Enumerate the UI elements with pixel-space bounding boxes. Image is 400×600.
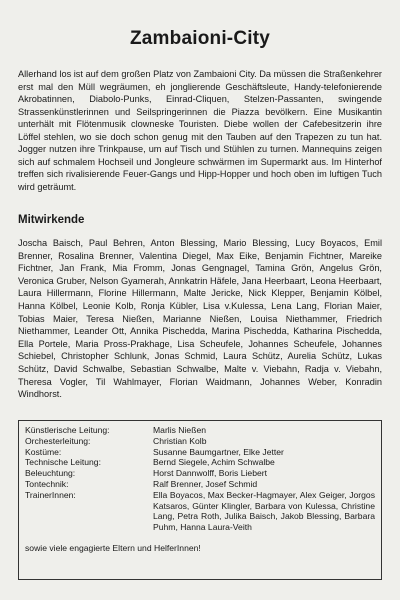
credit-role: Künstlerische Leitung: bbox=[25, 425, 110, 435]
credit-names: Horst Dannwolff, Boris Liebert bbox=[153, 468, 267, 479]
credit-row bbox=[25, 479, 375, 490]
credit-role: Beleuchtung: bbox=[25, 468, 76, 479]
credit-names: Ella Boyacos, Max Becker-Hagmayer, Alex Geiger, Jorgos Katsaros, Günter Klingler, Barbara von Kulessa, Christine Lang, Petra Roth, Julika Baisch, Jakob Blessing, Barbara Puhm, Hanna Laura-Veith bbox=[153, 489, 375, 533]
credit-role: Orchesterleitung: bbox=[25, 435, 91, 446]
cast-heading: Mitwirkende bbox=[18, 214, 85, 226]
credit-names: Bernd Siegele, Achim Schwalbe bbox=[153, 457, 275, 468]
credit-row bbox=[25, 457, 375, 468]
credit-names: Ralf Brenner, Josef Schmid bbox=[153, 478, 258, 489]
intro-paragraph: Allerhand los ist auf dem großen Platz von Zambaioni City. Da müssen die Straßenkehrer erst mal den Müll wegräumen, eh jonglierende Geschäftsleute, Handy-telefonierende Akrobatinnen, Diabolo-Punks, Einrad-Cliquen, Stelzen-Passanten, swingende Strassenkünstlerinnen und Seilspringerinnen die Piazza bevölkern. Eine Musikantin unterhält mit Flötenmusik clowneske Touristen. Diebe wollen der Cafebesitzerin ihre Löffel stehlen, wo sie doch schon genug mit den Tauben auf den Trapezen zu tun hat. Jogger nutzen ihre Trinkpause, um auf Tisch und Stühlen zu turnen. Mannequins zeigen sich auf schmalem Hochseil und Jongleure schwärmen im Supermarkt aus. Im Hinterhof treffen sich rivalisierende Feuer-Gangs und Hipp-Hopper und hoch oben im luftigen Tuch wird geträumt. bbox=[18, 69, 382, 192]
credit-row bbox=[25, 447, 375, 458]
credit-names: Christian Kolb bbox=[153, 435, 207, 446]
credit-role: Tontechnik: bbox=[25, 478, 69, 489]
credit-role: TrainerInnen: bbox=[25, 489, 76, 500]
cast-list: Joscha Baisch, Paul Behren, Anton Blessing, Mario Blessing, Lucy Boyacos, Emil Brenner, Rosalina Brenner, Valentina Diegel, Max Eike, Benjamin Fichtner, Mareike Fichtner, Jan Frank, Mia Fromm, Jonas Gengnagel, Tamina Grön, Angelus Grön, Veronica Gruber, Nelson Gyamerah, Annkatrin Häfele, Jana Heerbaart, Leona Heerbaart, Laura Hillermann, Florine Hillermann, Malte Jericke, Nick Klepper, Benjamin Kölbel, Hanna Kölbel, Leonie Kolb, Ronja Kübler, Lisa v.Kulessa, Lena Lang, Florian Maier, Tobias Maier, Teresa Nießen, Marianne Nießen, Louisa Niethammer, Friedrich Niethammer, Leander Ott, Annika Pischedda, Marina Pischedda, Katharina Pischedda, Ella Portele, Maria Pross-Prakhage, Lisa Scheufele, Johannes Scheufele, Johannes Schiebel, Christopher Schlunk, Jonas Schmid, Laura Schütz, Aurelia Schütz, Lukas Schütz, David Schwalbe, Sebastian Schwalbe, Malte v. Viebahn, Radja v. Viebahn, Theresa Vogler, Til Wahlmayer, Florian Waidmann, Johannes Weber, Konradin Windhorst. bbox=[18, 238, 382, 400]
credit-names: Marlis Nießen bbox=[153, 425, 207, 435]
credit-role: Kostüme: bbox=[25, 446, 62, 457]
credits-footer: sowie viele engagierte Eltern und HelferInnen! bbox=[25, 542, 201, 553]
credits-box bbox=[18, 420, 382, 580]
credit-row bbox=[25, 425, 375, 436]
credit-row bbox=[25, 436, 375, 447]
credit-row bbox=[25, 490, 375, 533]
credit-names: Susanne Baumgartner, Elke Jetter bbox=[153, 446, 284, 457]
credit-role: Technische Leitung: bbox=[25, 457, 101, 468]
credit-row bbox=[25, 468, 375, 479]
page-title: Zambaioni-City bbox=[129, 28, 271, 49]
